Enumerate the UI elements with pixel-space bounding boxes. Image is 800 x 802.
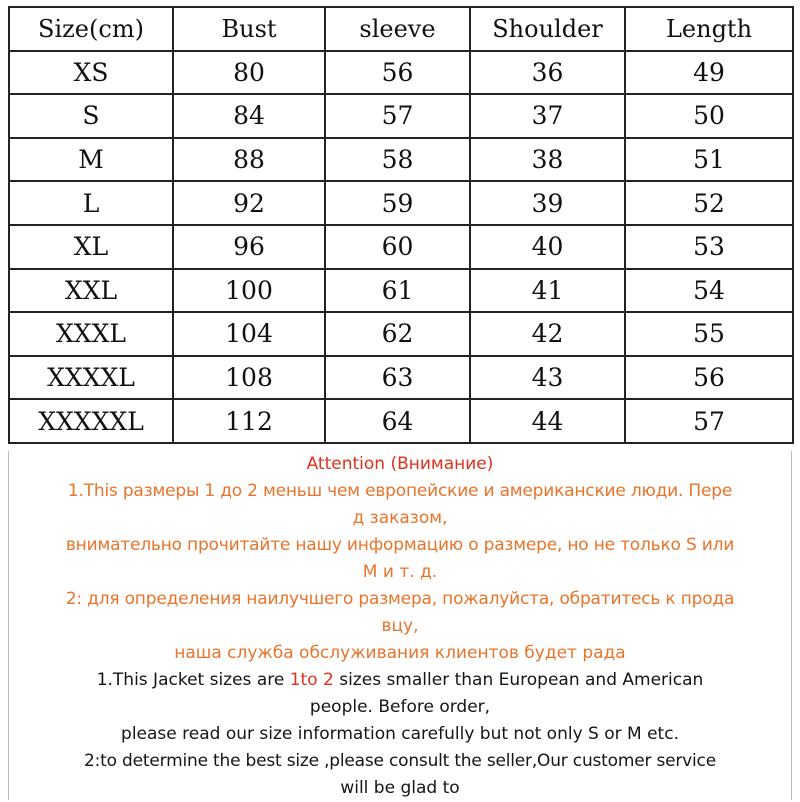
russian-note-line: 2: для определения наилучшего размера, пожалуйста, обратитесь к прода [65,589,735,609]
bust-cell: 92 [173,181,325,225]
size-cell: L [9,181,173,225]
russian-note-line: д заказом, [352,508,448,528]
sleeve-cell: 58 [325,138,470,182]
table-row [9,94,793,138]
sleeve-cell: 59 [325,181,470,225]
size-cell: XXL [9,269,173,313]
header-size: Size(cm) [9,7,173,51]
bust-cell: 88 [173,138,325,182]
table-row [9,181,793,225]
size-cell: XL [9,225,173,269]
table-header-row [9,7,793,51]
table-row [9,269,793,313]
size-cell: XXXXL [9,356,173,400]
bust-cell: 108 [173,356,325,400]
length-cell: 55 [625,312,793,356]
bust-cell: 104 [173,312,325,356]
length-cell: 51 [625,138,793,182]
bust-cell: 96 [173,225,325,269]
length-cell: 57 [625,399,793,443]
length-cell: 56 [625,356,793,400]
table-row [9,312,793,356]
english-note-line: 2:to determine the best size ,please consult the seller,Our customer service [84,751,716,771]
size-range-highlight: 1to 2 [289,670,334,690]
header-length: Length [625,7,793,51]
russian-note-line: 1.This размеры 1 до 2 меньш чем европейские и американские люди. Пере [67,481,733,501]
size-notes [8,451,792,800]
size-cell: XXXL [9,312,173,356]
length-cell: 53 [625,225,793,269]
shoulder-cell: 40 [470,225,625,269]
sleeve-cell: 56 [325,51,470,95]
sleeve-cell: 64 [325,399,470,443]
shoulder-cell: 42 [470,312,625,356]
table-row [9,51,793,95]
sleeve-cell: 63 [325,356,470,400]
russian-note-line: M и т. д. [362,562,438,582]
russian-note-line: вцу, [381,616,419,636]
bust-cell: 80 [173,51,325,95]
sleeve-cell: 60 [325,225,470,269]
length-cell: 49 [625,51,793,95]
english-note-line: please read our size information carefully but not only S or M etc. [121,724,679,744]
sleeve-cell: 61 [325,269,470,313]
table-row [9,356,793,400]
header-sleeve: sleeve [325,7,470,51]
header-shoulder: Shoulder [470,7,625,51]
table-row [9,225,793,269]
bust-cell: 100 [173,269,325,313]
shoulder-cell: 38 [470,138,625,182]
size-cell: M [9,138,173,182]
bust-cell: 84 [173,94,325,138]
bust-cell: 112 [173,399,325,443]
russian-note-line: наша служба обслуживания клиентов будет рада [174,643,626,663]
table-row [9,138,793,182]
sleeve-cell: 62 [325,312,470,356]
table-row [9,399,793,443]
length-cell: 50 [625,94,793,138]
english-note-line: people. Before order, [309,697,491,717]
shoulder-cell: 44 [470,399,625,443]
size-cell: S [9,94,173,138]
shoulder-cell: 41 [470,269,625,313]
size-cell: XXXXXL [9,399,173,443]
length-cell: 52 [625,181,793,225]
sleeve-cell: 57 [325,94,470,138]
english-note-line: will be glad to [340,778,460,798]
english-note-line [9,667,791,694]
header-bust: Bust [173,7,325,51]
english-note-text: 1.This Jacket sizes are [96,670,290,690]
english-note-text: sizes smaller than European and American [333,670,704,690]
shoulder-cell: 39 [470,181,625,225]
attention-title: Attention (Внимание) [306,454,494,474]
length-cell: 54 [625,269,793,313]
shoulder-cell: 36 [470,51,625,95]
size-cell: XS [9,51,173,95]
size-table [8,6,794,444]
shoulder-cell: 43 [470,356,625,400]
shoulder-cell: 37 [470,94,625,138]
russian-note-line: внимательно прочитайте нашу информацию о размере, но не только S или [65,535,735,555]
